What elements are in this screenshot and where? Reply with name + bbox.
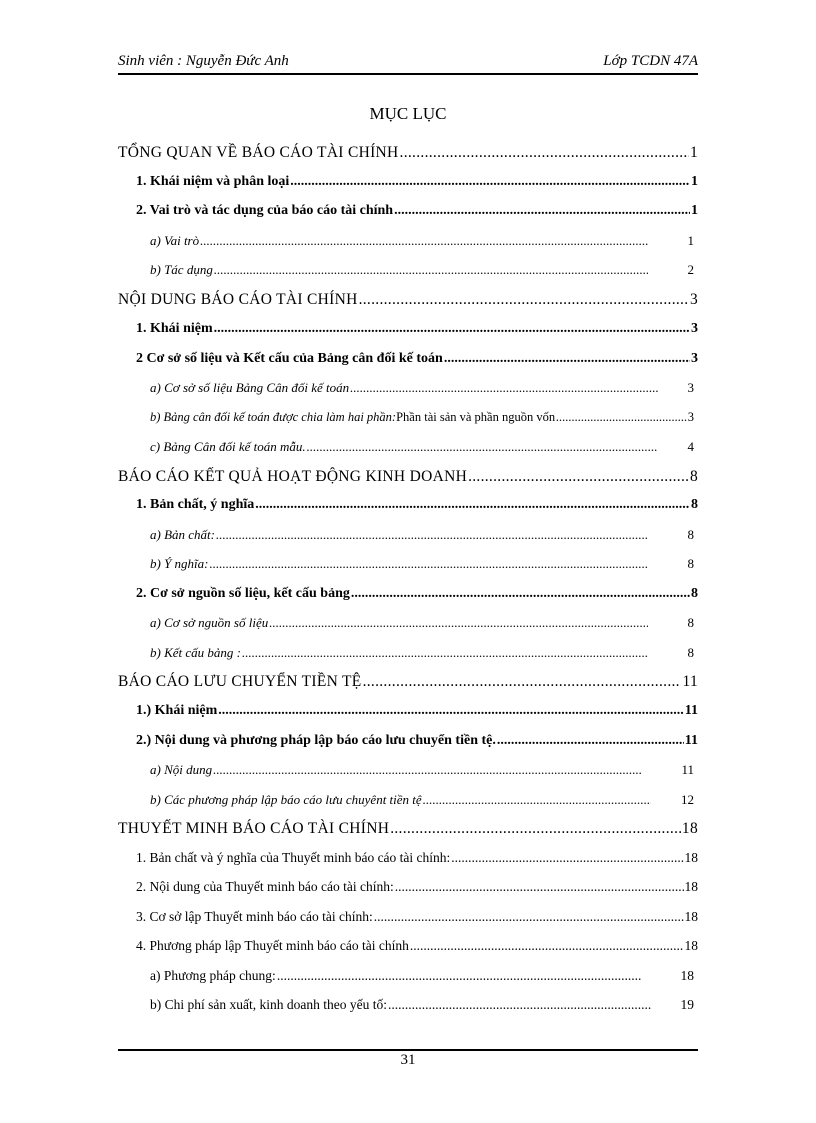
toc-entry[interactable]: 2. Cơ sở nguồn số liệu, kết cấu bảng ..... 8	[136, 586, 698, 602]
toc-subentry[interactable]: c) Bảng Cân đối kế toán mẫu. ..... 4	[150, 439, 694, 455]
toc-chapter[interactable]: BÁO CÁO LƯU CHUYỂN TIỀN TỆ ..... 11	[118, 673, 698, 691]
toc-subentry[interactable]: a) Cơ sở số liệu Bảng Cân đối kế toán ..... 3	[150, 380, 694, 396]
toc-entry[interactable]: 2.) Nội dung và phương pháp lập báo cáo lưu chuyển tiền tệ. ..... 11	[136, 733, 698, 749]
toc-entry[interactable]: 4. Phương pháp lập Thuyết minh báo cáo tài chính ..... 18	[136, 938, 698, 954]
toc-subentry[interactable]: b) Tác dụng ..... 2	[150, 262, 694, 278]
toc-title: MỤC LỤC	[369, 104, 447, 123]
footer-rule	[118, 1049, 698, 1051]
toc-subentry[interactable]: a) Vai trò ..... 1	[150, 233, 694, 249]
toc-subentry[interactable]: b) Ý nghĩa: ..... 8	[150, 556, 694, 572]
student-name: Sinh viên : Nguyễn Đức Anh	[118, 53, 289, 69]
toc-entry[interactable]: 2. Vai trò và tác dụng của báo cáo tài chính ..... 1	[136, 203, 698, 219]
toc-subentry[interactable]: b) Bảng cân đối kế toán được chia làm hai phần: Phần tài sản và phần nguồn vốn ..... 3	[150, 410, 694, 425]
toc-subentry[interactable]: b) Các phương pháp lập báo cáo lưu chuyênt tiền tệ ..... 12	[150, 792, 694, 808]
toc-subentry[interactable]: a) Phương pháp chung: ..... 18	[150, 968, 694, 984]
toc-entry[interactable]: 3. Cơ sở lập Thuyết minh báo cáo tài chính: ..... 18	[136, 909, 698, 925]
toc-subentry[interactable]: b) Chi phí sản xuất, kinh doanh theo yếu tố: ..... 19	[150, 997, 694, 1013]
toc-entry[interactable]: 1. Khái niệm và phân loại ..... 1	[136, 174, 698, 190]
toc-entry[interactable]: 1. Bản chất, ý nghĩa ..... 8	[136, 497, 698, 513]
toc-entry[interactable]: 1. Bản chất và ý nghĩa của Thuyết minh báo cáo tài chính: ..... 18	[136, 850, 698, 866]
class-name: Lớp TCDN 47A	[603, 53, 698, 69]
toc-chapter[interactable]: THUYẾT MINH BÁO CÁO TÀI CHÍNH ..... 18	[118, 820, 698, 838]
toc-entry[interactable]: 1. Khái niệm ..... 3	[136, 321, 698, 337]
page-number: 31	[400, 1052, 416, 1068]
toc-chapter[interactable]: BÁO CÁO KẾT QUẢ HOẠT ĐỘNG KINH DOANH ..... 8	[118, 468, 698, 486]
toc-chapter[interactable]: TỔNG QUAN VỀ BÁO CÁO TÀI CHÍNH ..... 1	[118, 144, 698, 162]
page-header	[118, 53, 698, 73]
toc-chapter[interactable]: NỘI DUNG BÁO CÁO TÀI CHÍNH ..... 3	[118, 291, 698, 309]
toc-entry[interactable]: 2. Nội dung của Thuyết minh báo cáo tài chính: ..... 18	[136, 879, 698, 895]
toc-entry[interactable]: 1.) Khái niệm ..... 11	[136, 703, 698, 719]
toc-subentry[interactable]: a) Nội dung ..... 11	[150, 762, 694, 778]
toc-subentry[interactable]: a) Bản chất: ..... 8	[150, 527, 694, 543]
header-rule	[118, 73, 698, 75]
toc-subentry[interactable]: b) Kết cấu bảng : ..... 8	[150, 645, 694, 661]
toc-subentry[interactable]: a) Cơ sở nguồn số liệu ..... 8	[150, 615, 694, 631]
toc-entry[interactable]: 2 Cơ sở số liệu và Kết cấu của Bảng cân đối kế toán ..... 3	[136, 351, 698, 367]
